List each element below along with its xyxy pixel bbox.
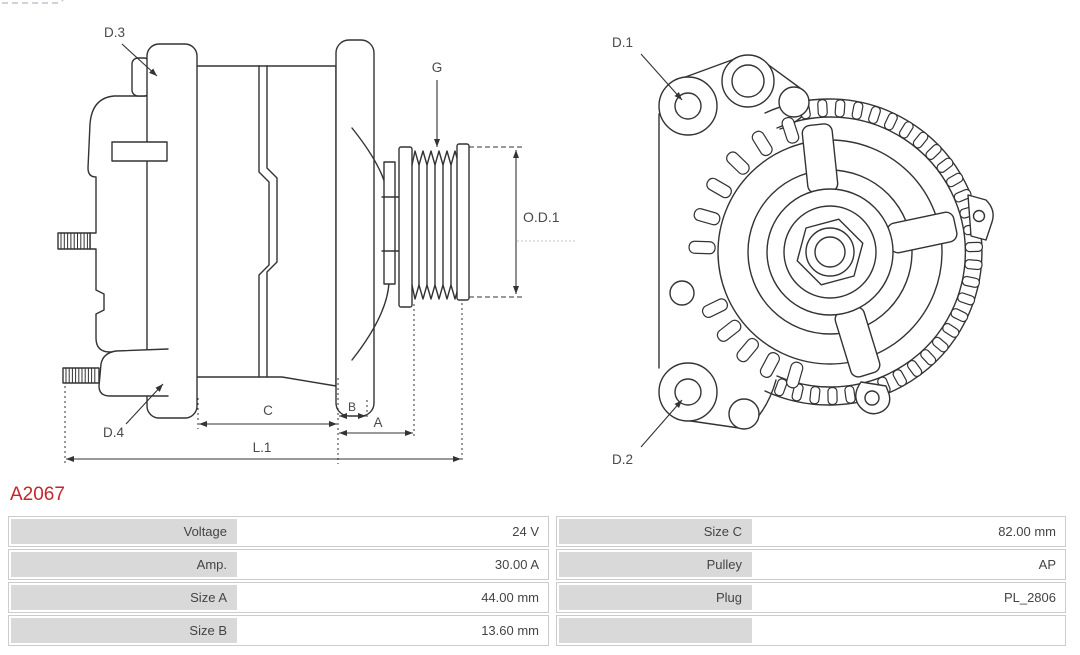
lug-d2-hole [675,379,701,405]
dim-label-d1: D.1 [612,35,634,50]
dim-label-a: A [373,415,383,430]
spec-label: Plug [557,583,754,612]
plate-hole [670,281,694,305]
spec-label: Amp. [9,550,239,579]
spec-label: Pulley [557,550,754,579]
spec-label: Voltage [9,517,239,546]
dim-label-b: B [347,400,357,414]
alternator-side-view [58,40,469,418]
dim-label-od1: O.D.1 [523,209,560,225]
alternator-rear-view [659,55,993,429]
dim-label-c: C [263,403,273,418]
spec-value: AP [1038,557,1056,572]
dim-label-d2: D.2 [612,452,634,467]
spec-value: 30.00 A [494,557,539,572]
mounting-foot [99,349,168,396]
spec-row-size-a [8,582,549,613]
terminal-stud [58,233,90,249]
shaft [384,162,395,284]
stator-body [196,66,336,386]
spec-value: 24 V [512,524,539,539]
spec-value: 13.60 mm [481,623,539,638]
spec-tables [8,516,1066,648]
spec-label: Size A [9,583,239,612]
brush-holder-slot [112,142,167,161]
spec-table-left [8,516,549,648]
hub [767,189,893,315]
spec-table-right [556,516,1066,648]
spec-label: Size C [557,517,754,546]
spec-row-plug [556,582,1066,613]
spec-row-size-b [8,615,549,646]
dim-label-l1: L.1 [252,440,272,455]
spec-label [557,616,754,645]
spec-row-empty [556,615,1066,646]
spec-row-voltage [8,516,549,547]
spec-row-pulley [556,549,1066,580]
side-ear-hole [974,211,985,222]
front-bracket [336,40,374,416]
spec-label: Size B [9,616,239,645]
leader-d2 [641,400,682,447]
part-code: A2067 [10,484,65,505]
spec-row-size-c [556,516,1066,547]
spec-value: 44.00 mm [481,590,539,605]
dim-label-d4: D.4 [103,425,125,440]
bottom-right-lug-hole [865,391,879,405]
pulley [399,144,469,307]
spec-row-amp [8,549,549,580]
spec-value [754,616,1065,645]
threaded-stud [63,368,99,383]
dim-label-g: G [431,60,443,75]
spec-value: 82.00 mm [998,524,1056,539]
dim-label-d3: D.3 [104,25,126,40]
spec-value: PL_2806 [1003,590,1056,605]
